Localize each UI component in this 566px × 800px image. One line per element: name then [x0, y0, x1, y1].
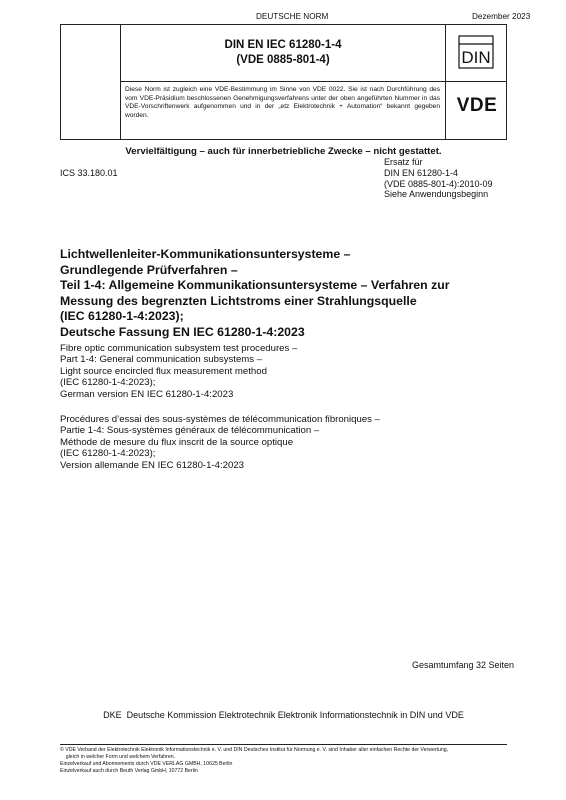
designation-number: DIN EN IEC 61280-1-4 — [224, 39, 342, 51]
dke-line: DKE Deutsche Kommission Elektrotechnik Elektronik Informationstechnik in DIN und VDE — [103, 710, 464, 720]
norm-label: DEUTSCHE NORM — [256, 12, 329, 21]
title-de-line: Grundlegende Prüfverfahren – — [60, 262, 238, 277]
frame-divider-middle — [120, 81, 507, 82]
title-en-line: Light source encircled flux measurement method — [60, 365, 267, 377]
title-fr-line: Méthode de mesure du flux inscrit de la source optique — [60, 436, 294, 448]
footer-copyright — [60, 747, 520, 775]
title-en-line: Part 1-4: General communication subsystems – — [60, 354, 263, 366]
replaced-standard: DIN EN 61280-1-4 — [384, 167, 459, 178]
vde-note: Diese Norm ist zugleich eine VDE-Bestimmung im Sinne von VDE 0022. Sie ist nach Durchführung des vom VDE-Präsidium beschlossenen Genehmigungsverfahrens unter der oben angeführten Nummer in das VDE-Vorschriftenwerk aufgenommen und in der „etz Elektrotechnik + Automation“ bekannt gegeben worden. — [125, 86, 440, 119]
title-french — [60, 414, 530, 471]
title-english — [60, 343, 520, 400]
copy-notice: Vervielfältigung – auch für innerbetriebliche Zwecke – nicht gestattet. — [125, 146, 442, 157]
total-pages: Gesamtumfang 32 Seiten — [412, 660, 515, 670]
title-fr-line: Partie 1-4: Sous-systèmes généraux de télécommunication – — [60, 425, 320, 437]
title-fr-line: Version allemande EN IEC 61280-1-4:2023 — [60, 459, 244, 471]
vde-logo: VDE — [456, 95, 498, 116]
footer-rule — [60, 744, 507, 745]
title-en-line: Fibre optic communication subsystem test procedures – — [60, 343, 298, 354]
footer-line: Einzelverkauf und Abonnements durch VDE VERLAG GMBH, 10625 Berlin — [60, 760, 233, 767]
designation-vde-number: (VDE 0885-801-4) — [236, 53, 330, 66]
title-fr-line: Procédures d’essai des sous-systèmes de télécommunication fibroniques – — [60, 414, 380, 425]
title-de-line: Messung des begrenzten Lichtstroms einer Strahlungsquelle — [60, 293, 417, 308]
designation — [121, 38, 445, 67]
application-start-note: Siehe Anwendungsbeginn — [384, 189, 489, 200]
replaced-standard-vde: (VDE 0885-801-4):2010-09 — [384, 178, 493, 189]
ics-code: ICS 33.180.01 — [60, 168, 118, 178]
title-de-line: Lichtwellenleiter-Kommunikationsuntersysteme – — [60, 247, 351, 261]
footer-line: gleich in welcher Form und welchem Verfahren. — [60, 753, 176, 760]
din-logo — [458, 35, 494, 69]
title-fr-line: (IEC 61280-1-4:2023); — [60, 448, 156, 460]
title-de-line: Teil 1-4: Allgemeine Kommunikationsuntersysteme – Verfahren zur — [60, 278, 450, 292]
issue-date: Dezember 2023 — [472, 12, 531, 21]
title-de-line: (IEC 61280-1-4:2023); — [60, 309, 184, 323]
replacement-info — [384, 157, 493, 200]
replacement-label: Ersatz für — [384, 157, 423, 167]
frame-divider-right — [445, 24, 446, 140]
title-german — [60, 247, 520, 340]
footer-line: Einzelverkauf auch durch Beuth Verlag GmbH, 10772 Berlin — [60, 767, 198, 774]
title-en-line: (IEC 61280-1-4:2023); — [60, 377, 156, 389]
title-en-line: German version EN IEC 61280-1-4:2023 — [60, 388, 234, 400]
din-logo-text: DIN — [461, 48, 491, 67]
footer-line: © VDE Verband der Elektrotechnik Elektronik Informationstechnik e. V. und DIN Deutsches Institut für Normung e. V. sind Inhaber aller einfachen Rechte der Verwertung, — [60, 747, 449, 753]
title-de-line: Deutsche Fassung EN IEC 61280-1-4:2023 — [60, 324, 305, 339]
